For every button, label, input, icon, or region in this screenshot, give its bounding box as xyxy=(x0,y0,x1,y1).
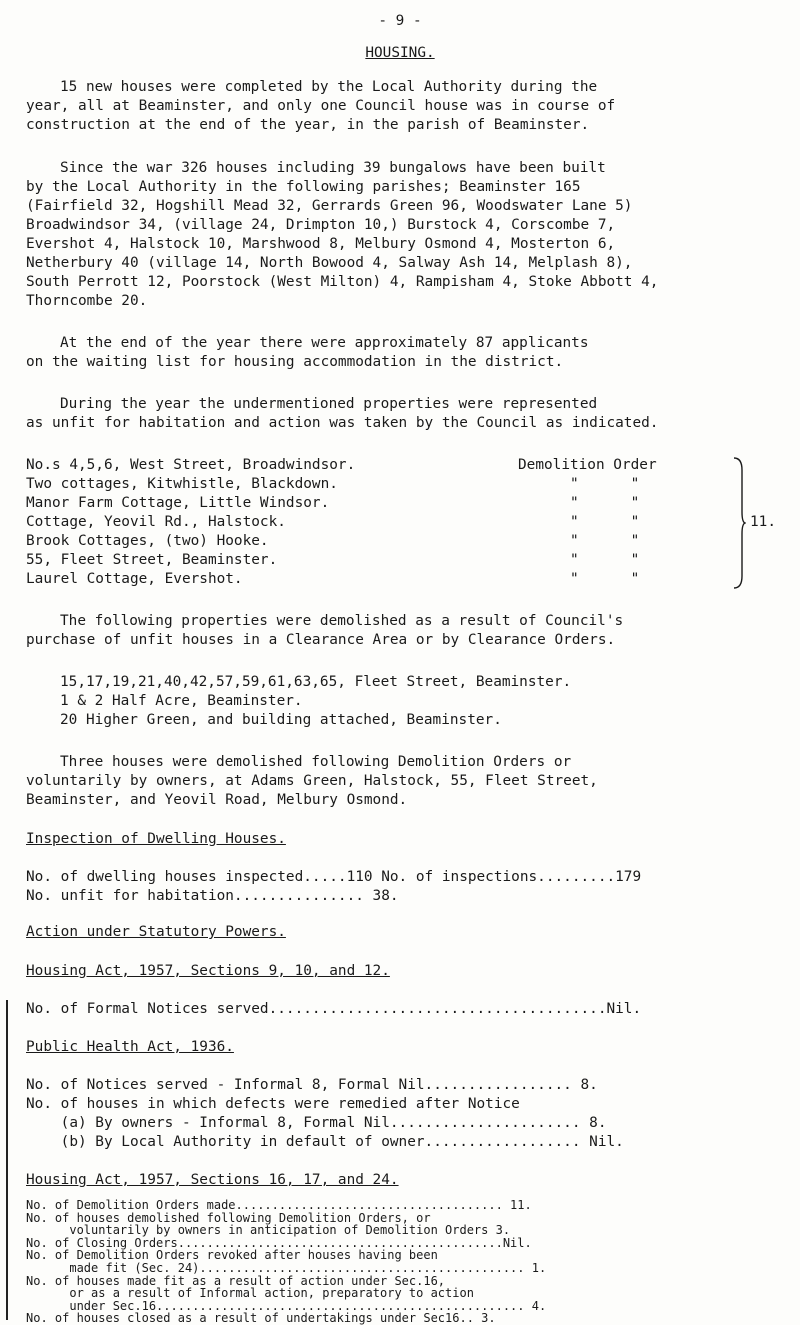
binding-edge xyxy=(6,1000,8,1320)
property-name: Two cottages, Kitwhistle, Blackdown. xyxy=(26,476,338,492)
property-action: " " xyxy=(570,514,640,530)
act3-line: No. of Closing Orders.............................................Nil. xyxy=(26,1235,532,1250)
property-name: Brook Cottages, (two) Hooke. xyxy=(26,533,269,549)
demolished-item: 20 Higher Green, and building attached, Beaminster. xyxy=(60,712,502,728)
demolished-item: 15,17,19,21,40,42,57,59,61,63,65, Fleet Street, Beaminster. xyxy=(60,674,572,690)
property-action: " " xyxy=(570,552,640,568)
act3-line: No. of houses demolished following Demolition Orders, or xyxy=(26,1210,431,1225)
para2-line: (Fairfield 32, Hogshill Mead 32, Gerrards Green 96, Woodswater Lane 5) xyxy=(26,198,633,214)
para5-line: The following properties were demolished as a result of Council's xyxy=(60,613,624,629)
para2-line: Thorncombe 20. xyxy=(26,293,148,309)
act3-line: made fit (Sec. 24)............................................. 1. xyxy=(26,1261,547,1275)
bracket-icon xyxy=(732,456,746,590)
para6-line: voluntarily by owners, at Adams Green, Halstock, 55, Fleet Street, xyxy=(26,773,598,789)
act2-line: (b) By Local Authority in default of owner.................. Nil. xyxy=(26,1134,624,1150)
property-action: " " xyxy=(570,476,640,492)
para1-line: construction at the end of the year, in the parish of Beaminster. xyxy=(26,117,590,133)
para2-line: by the Local Authority in the following parishes; Beaminster 165 xyxy=(26,179,581,195)
property-name: 55, Fleet Street, Beaminster. xyxy=(26,552,278,568)
act3-line: under Sec.16................................................... 4. xyxy=(26,1298,547,1313)
para2-line: Broadwindsor 34, (village 24, Drimpton 10,) Burstock 4, Corscombe 7, xyxy=(26,217,616,233)
para2-line: Evershot 4, Halstock 10, Marshwood 8, Melbury Osmond 4, Mosterton 6, xyxy=(26,236,616,252)
inspection-line: No. unfit for habitation............... 38. xyxy=(26,888,399,904)
property-action: " " xyxy=(570,495,640,511)
property-action: Demolition Order xyxy=(518,457,657,473)
act3-line: No. of houses made fit as a result of action under Sec.16, xyxy=(26,1273,446,1288)
property-action: " " xyxy=(570,571,640,587)
property-name: Manor Farm Cottage, Little Windsor. xyxy=(26,495,330,511)
act1-title: Housing Act, 1957, Sections 9, 10, and 12. xyxy=(26,963,390,979)
para5-line: purchase of unfit houses in a Clearance Area or by Clearance Orders. xyxy=(26,632,616,648)
para3-line: At the end of the year there were approximately 87 applicants xyxy=(60,335,589,351)
act2-title: Public Health Act, 1936. xyxy=(26,1039,234,1055)
para2-line: South Perrott 12, Poorstock (West Milton) 4, Rampisham 4, Stoke Abbott 4, xyxy=(26,274,659,290)
act3-line: or as a result of Informal action, preparatory to action xyxy=(26,1286,474,1301)
statutory-title: Action under Statutory Powers. xyxy=(26,924,286,940)
act2-line: (a) By owners - Informal 8, Formal Nil...................... 8. xyxy=(26,1115,607,1131)
property-action: " " xyxy=(570,533,640,549)
demolished-item: 1 & 2 Half Acre, Beaminster. xyxy=(60,693,303,709)
para6-line: Beaminster, and Yeovil Road, Melbury Osmond. xyxy=(26,792,408,808)
act3-line: No. of Demolition Orders revoked after houses having been xyxy=(26,1248,438,1263)
unfit-total: 11. xyxy=(750,514,776,530)
act3-title: Housing Act, 1957, Sections 16, 17, and 24. xyxy=(26,1172,399,1188)
inspection-title: Inspection of Dwelling Houses. xyxy=(26,831,286,847)
para1-line: year, all at Beaminster, and only one Council house was in course of xyxy=(26,98,616,114)
act2-line: No. of houses in which defects were remedied after Notice xyxy=(26,1096,520,1112)
act2-line: No. of Notices served - Informal 8, Formal Nil................. 8. xyxy=(26,1077,598,1093)
para4-line: During the year the undermentioned properties were represented xyxy=(60,396,598,412)
act3-line: voluntarily by owners in anticipation of Demolition Orders 3. xyxy=(26,1223,511,1238)
para4-line: as unfit for habitation and action was taken by the Council as indicated. xyxy=(26,415,659,431)
section-heading: HOUSING. xyxy=(365,45,435,61)
para1-line: 15 new houses were completed by the Local Authority during the xyxy=(60,79,598,95)
property-name: Cottage, Yeovil Rd., Halstock. xyxy=(26,514,286,530)
property-name: No.s 4,5,6, West Street, Broadwindsor. xyxy=(26,457,356,473)
para2-line: Since the war 326 houses including 39 bungalows have been built xyxy=(60,160,606,176)
act3-line: No. of Demolition Orders made..................................... 11. xyxy=(26,1198,532,1212)
page-number: - 9 - xyxy=(378,13,422,29)
property-name: Laurel Cottage, Evershot. xyxy=(26,571,243,587)
act1-line: No. of Formal Notices served.......................................Nil. xyxy=(26,1001,642,1017)
para2-line: Netherbury 40 (village 14, North Bowood 4, Salway Ash 14, Melplash 8), xyxy=(26,255,633,271)
para3-line: on the waiting list for housing accommodation in the district. xyxy=(26,354,564,370)
act3-line: No. of houses closed as a result of undertakings under Sec16.. 3. xyxy=(26,1311,496,1325)
para6-line: Three houses were demolished following Demolition Orders or xyxy=(60,754,572,770)
inspection-line: No. of dwelling houses inspected.....110 No. of inspections.........179 xyxy=(26,869,642,885)
